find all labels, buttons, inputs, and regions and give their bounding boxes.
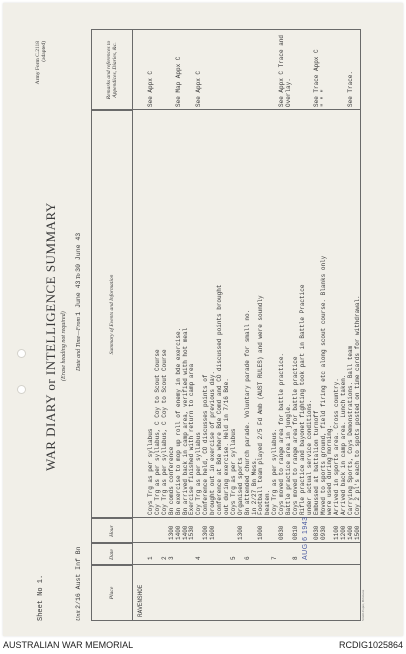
col-header-summary: Summary of Events and Information: [92, 110, 132, 518]
punch-hole-top: [17, 349, 26, 358]
dates-to-label: To: [76, 273, 82, 280]
archive-id: RCDIG1025864: [338, 640, 403, 650]
row-hour: 1530: [188, 525, 196, 540]
col-header-place: Place: [92, 565, 132, 620]
page-subtitle: (Erase heading not required): [61, 311, 67, 381]
army-form-label: [35, 41, 47, 111]
row-hour: 1200: [340, 525, 348, 540]
row-hour: 0810: [291, 525, 299, 540]
row-summary: Arrived back in camp area. Lunch taken.: [340, 374, 348, 515]
row-summary: Coy Trg as per syllabus.: [271, 428, 279, 515]
row-hour: 1300: [167, 525, 175, 540]
place-value: RAVENSHOE: [137, 584, 144, 617]
dates-to-value: 30 June 43: [75, 232, 82, 272]
row-date: 1: [147, 556, 154, 560]
row-summary: Battle practice area in jungle.: [285, 403, 292, 515]
row-summary: Coy Trg as per syllabus, C Coy to Scout Course: [160, 349, 168, 515]
row-hour: 0830: [278, 525, 286, 540]
header-divider: [132, 30, 133, 620]
row-summary: beaten.: [264, 489, 272, 515]
row-summary: Bn arrived back in camp area, verified with hot meal: [181, 327, 189, 515]
row-summary: Exercise finished with return to camp area: [188, 363, 196, 515]
col-header-date: Date: [92, 543, 132, 565]
row-summary: Rifle practice and bayonet fighting took part in Battle Practice: [298, 284, 306, 515]
row-hour: 1000: [257, 525, 265, 540]
row-remarks: See Trace.: [347, 70, 355, 107]
row-summary: under actual service conditions.: [305, 399, 313, 515]
dates-from-label: Date and Time—From: [76, 317, 82, 371]
punch-hole-bottom: [17, 385, 26, 394]
row-hour: 1400: [174, 525, 182, 540]
row-hour: 1500: [354, 525, 361, 540]
row-remarks: See Map Appx C: [174, 56, 182, 107]
row-summary: Arrived in sports area. Cross country.: [333, 378, 341, 515]
row-hour: 1300: [236, 525, 244, 540]
row-summary: Coys moved to range area for battle practice: [291, 356, 299, 515]
unit-line: [75, 546, 82, 621]
row-hour: 1400: [347, 525, 355, 540]
row-date: 5: [229, 556, 237, 560]
table-row: [353, 30, 363, 620]
document-page: [3, 3, 403, 636]
row-date: 6: [243, 556, 251, 560]
diary-table: [91, 29, 361, 621]
row-summary: out during exercise. Held in 7/16 Bde.: [222, 378, 230, 515]
unit-value: 2/16 Aust Inf Bn: [75, 546, 82, 609]
row-date: 3: [167, 556, 175, 560]
row-summary: Coy 2 pl's each to spots posted on time cards for withdrawal.: [354, 295, 361, 515]
col-header-hour: Hour: [92, 518, 132, 543]
printer-imprint: Smith Paper, Brisbane: [361, 589, 365, 621]
row-summary: Coys Trg as per syllabus: [229, 428, 237, 515]
row-summary: Moved to sports ground, field firing etc along scout course. Blanks only: [319, 255, 327, 515]
row-summary: were used during morning.: [326, 424, 334, 515]
row-hour: 1300: [202, 525, 210, 540]
row-summary: Coy Trg as per syllabus: [195, 432, 203, 515]
row-date: 7: [271, 556, 279, 560]
row-remarks: Overlay.: [285, 78, 292, 107]
col-header-remarks: Remarks and references to Appendices, Diaries, &c.: [106, 40, 118, 100]
unit-label: Unit: [76, 610, 82, 621]
row-remarks: " " ": [319, 88, 327, 107]
army-form-adapted: (adapted): [41, 41, 47, 62]
dates-line: [75, 233, 82, 371]
row-summary: Bn comds conference: [167, 446, 175, 515]
row-summary: in 2/27 Bn Mess.: [250, 457, 258, 515]
army-form-number: Army Form C.2118: [35, 41, 41, 85]
row-summary: Embussed at battalion turnoff: [312, 410, 320, 515]
row-hour: 1100: [333, 525, 341, 540]
row-summary: Coys Trg as per syllabus: [147, 428, 154, 515]
row-date: 8: [291, 556, 299, 560]
row-summary: Coys moved to range area for battle practice.: [278, 352, 286, 515]
page-title: WAR DIARY or INTELLIGENCE SUMMARY: [43, 202, 58, 471]
row-remarks: See Trace Appx C: [312, 49, 320, 107]
row-hour: 0830: [312, 525, 320, 540]
row-summary: Bn attended church parade. Voluntary parade for small no.: [243, 309, 251, 515]
row-summary: Bn exercise to mop up roll of enemy in bde exercise.: [174, 327, 182, 515]
row-hour: 1400: [181, 525, 189, 540]
row-remarks: See Appx C: [195, 70, 203, 107]
archive-credit: AUSTRALIAN WAR MEMORIAL: [3, 640, 134, 650]
place-cell: [136, 30, 146, 620]
row-summary: conference at Bde where Bde Comd and CO discussed points brought: [216, 284, 223, 515]
row-summary: brought out in exercise of previous day.: [209, 370, 217, 515]
row-hour: 0930: [319, 525, 327, 540]
dates-from-value: 1 June 43: [75, 280, 82, 316]
row-summary: Carrying Sports, Coys Demonstrations. Ball team: [347, 345, 355, 515]
date-stamp: AUG 6 1943: [302, 516, 309, 560]
row-date: 4: [195, 556, 203, 560]
row-date: 2: [160, 556, 168, 560]
row-summary: Organised sports: [236, 457, 244, 515]
row-summary: Coy Trg as per syllabus, C Coy to Scout Course: [153, 349, 161, 515]
row-summary: Football team played 2/5 Fd Amb (AUST RULES) and were soundly: [257, 295, 265, 515]
row-remarks: See Appx C Trace and: [278, 34, 286, 107]
rotated-form: [33, 31, 363, 621]
row-summary: Conference held, CO discusses points of: [202, 374, 210, 515]
row-hour: 1600: [209, 525, 217, 540]
row-remarks: See Appx C: [147, 70, 154, 107]
sheet-number: Sheet No 1.: [37, 574, 45, 621]
